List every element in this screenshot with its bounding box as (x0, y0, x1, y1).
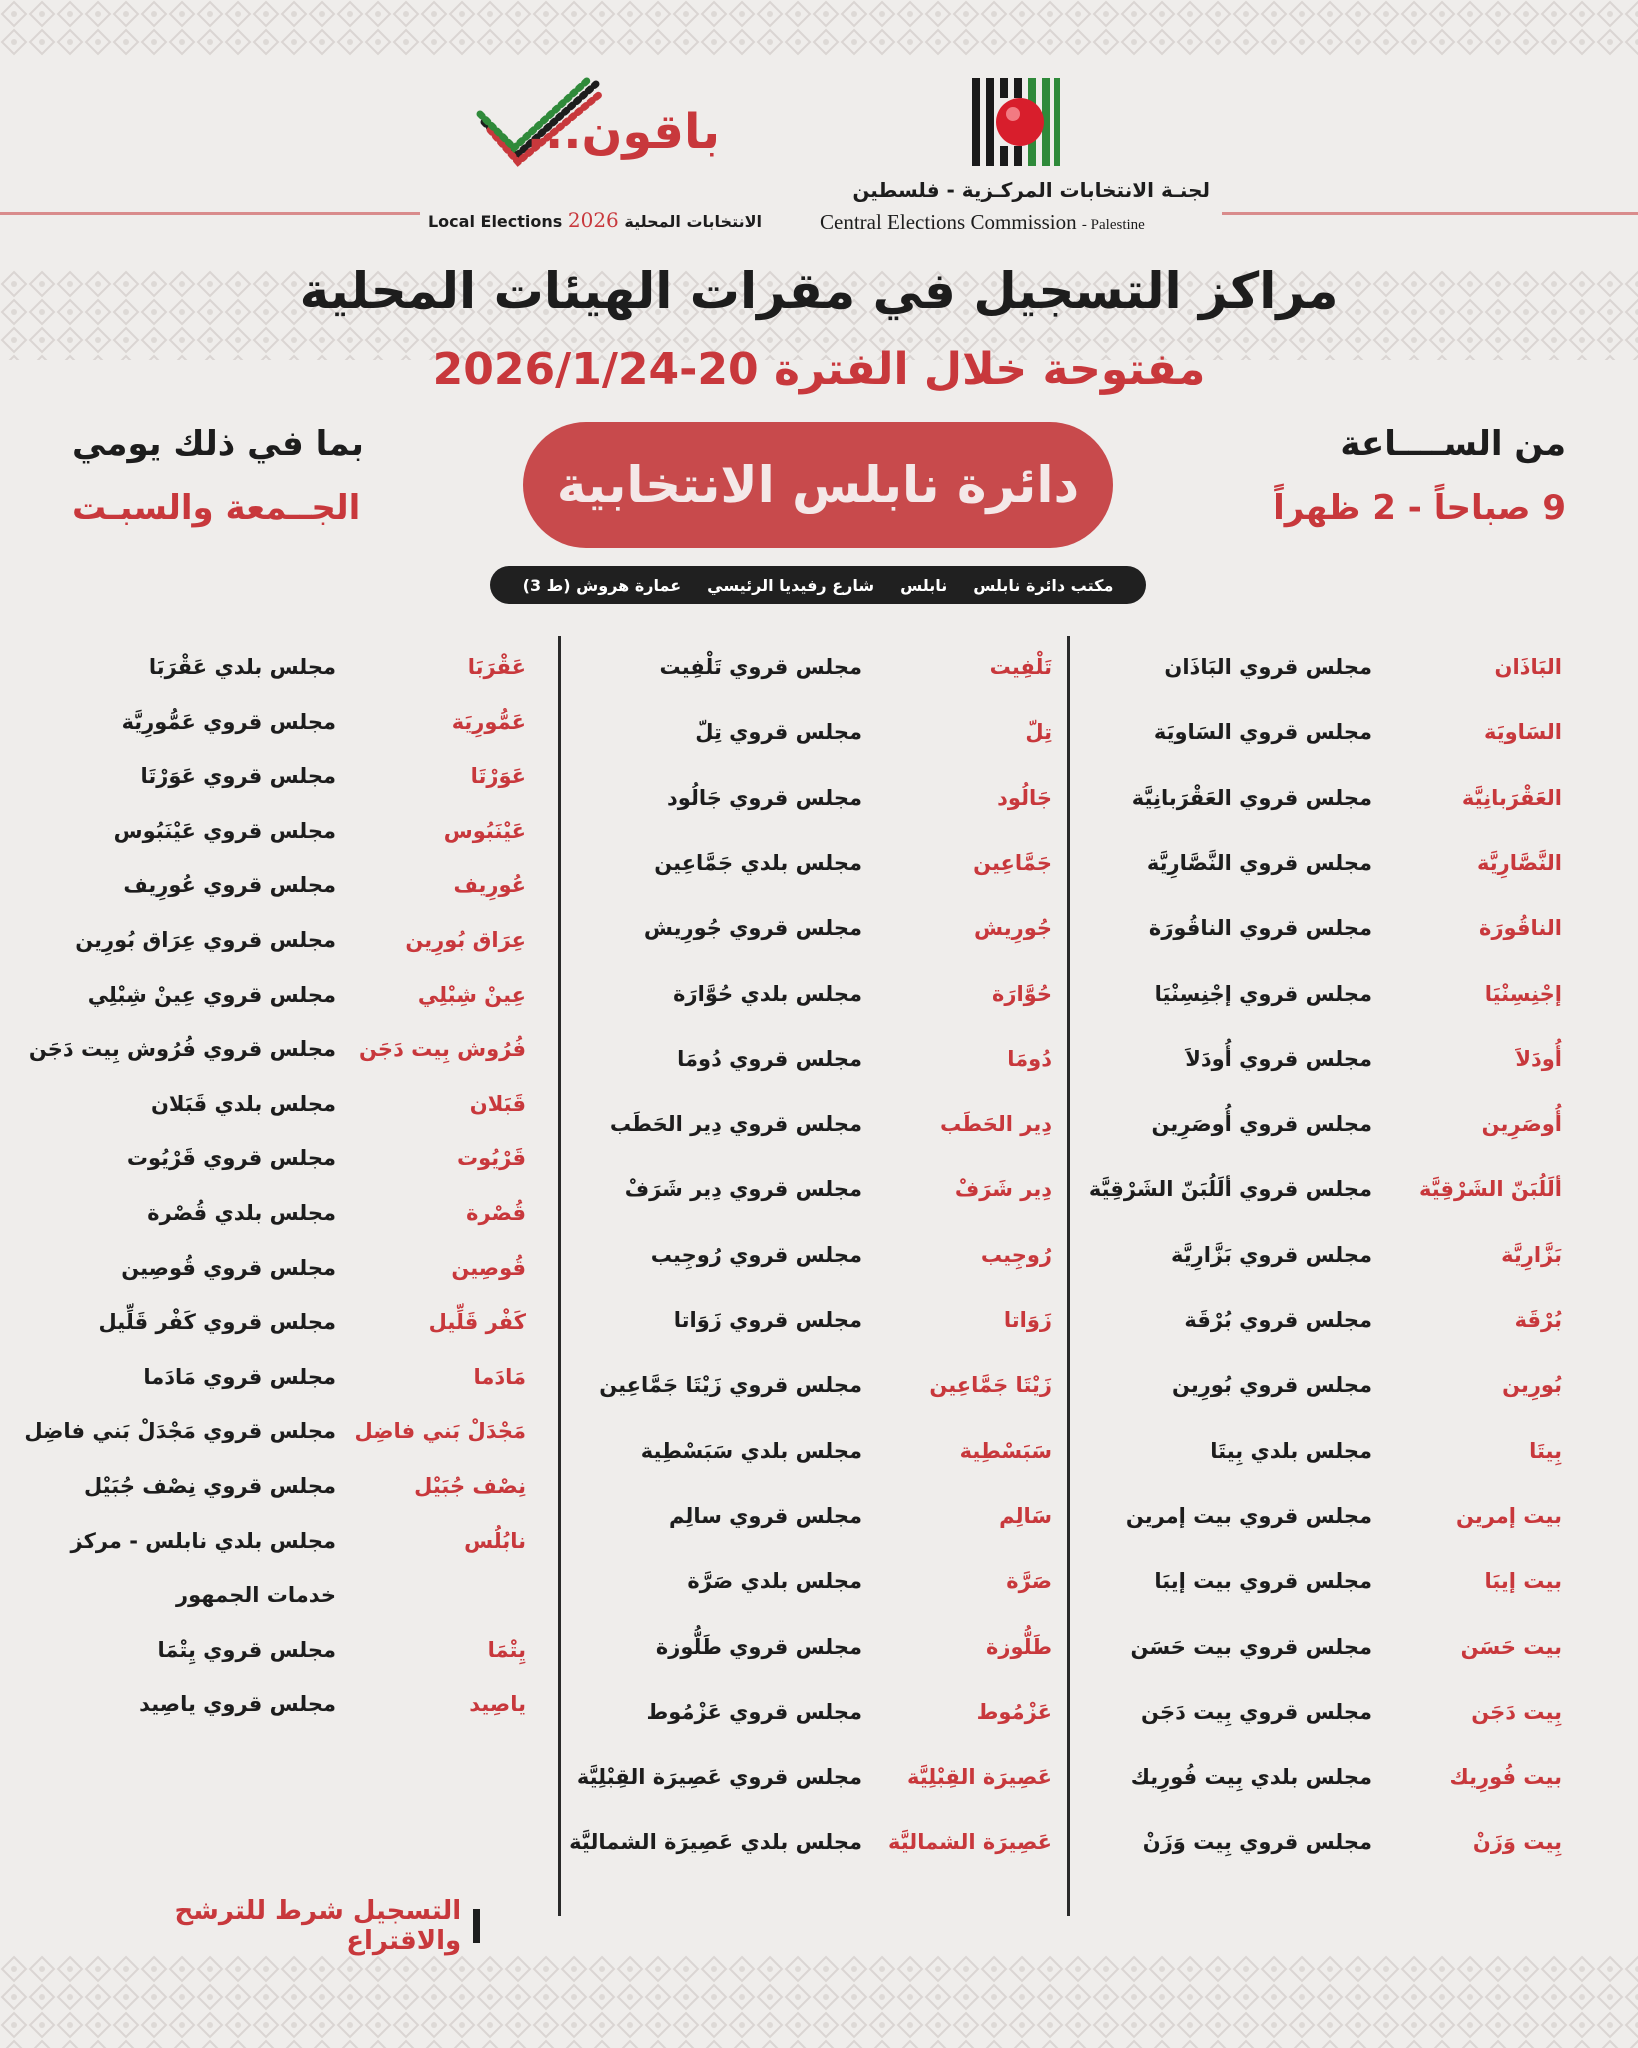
place-name: سَبَسْطِية (959, 1438, 1052, 1463)
council-name: مجلس قروي طَلُّوزة (655, 1634, 862, 1659)
place-name: ياصِيد (469, 1692, 526, 1717)
cec-name-english: Central Elections Commission - Palestine (820, 210, 1145, 234)
place-name: ألَلُبَنّ الشَرْقِيَّة (1418, 1177, 1562, 1202)
place-name: عِينْ شِبْلِي (417, 982, 526, 1007)
place-name: قُوصِين (451, 1255, 526, 1280)
council-name: مجلس قروي ألَلُبَنّ الشَرْقِيَّة (1088, 1177, 1372, 1202)
council-name: مجلس بلدي عَصِيرَة الشماليَّة (569, 1830, 862, 1855)
council-name: مجلس قروي بيت حَسَن (1130, 1634, 1372, 1659)
place-name: مَجْدَلْ بَني فاضِل (354, 1419, 526, 1444)
council-name: مجلس بلدي نابلس - مركز (70, 1528, 336, 1553)
cec-country: Palestine (1090, 217, 1145, 233)
council-name: مجلس بلدي جَمَّاعِين (654, 850, 862, 875)
place-name: بِيت وَزَنْ (1472, 1830, 1562, 1855)
place-name: جُورِيش (974, 916, 1052, 941)
place-name: أُودَلاَ (1515, 1046, 1562, 1071)
council-name: مجلس قروي بِيت وَزَنْ (1142, 1830, 1372, 1855)
council-name: مجلس بلدي صَرَّة (687, 1569, 862, 1594)
cec-logo-icon (968, 74, 1064, 170)
council-name: مجلس قروي فُرُوش بِيت دَجَن (28, 1037, 336, 1062)
hours-value: 9 صباحاً - 2 ظهراً (1273, 488, 1566, 528)
address-city: نابلس (900, 575, 948, 595)
local-elections-caption (420, 208, 770, 232)
place-name: بُورِين (1502, 1373, 1562, 1398)
council-name: مجلس قروي عَيْنَبُوس (113, 818, 336, 843)
place-name: كَفْر قَلِّيل (428, 1310, 526, 1335)
place-name: بيت حَسَن (1460, 1634, 1562, 1659)
place-name: دِير الحَطَب (940, 1112, 1052, 1137)
place-name: الناقُورَة (1479, 916, 1562, 941)
place-name: صَرَّة (1006, 1569, 1052, 1594)
days-label: بما في ذلك يومي (72, 424, 364, 464)
column-2 (569, 655, 1052, 1915)
council-name: مجلس بلدي بِيت فُورِيك (1130, 1765, 1372, 1790)
council-name: مجلس قروي قُوصِين (121, 1255, 336, 1280)
place-name: إجْنِسِنْيَا (1484, 981, 1562, 1006)
council-name: مجلس قروي عَوَرْتَا (140, 764, 336, 789)
council-name: مجلس قروي كَفْر قَلِّيل (98, 1310, 336, 1335)
council-name: مجلس بلدي سَبَسْطِية (640, 1438, 862, 1463)
council-name: خدمات الجمهور (176, 1583, 336, 1608)
place-name: بيت فُورِيك (1449, 1765, 1562, 1790)
place-name: قَرْيُوت (457, 1146, 526, 1171)
council-name: مجلس قروي السَاويَة (1153, 720, 1372, 745)
page-title: مراكز التسجيل في مقرات الهيئات المحلية (299, 262, 1339, 320)
council-name: مجلس قروي عَصِيرَة القِبْلِيَّة (576, 1765, 862, 1790)
place-name: قُصْرة (466, 1201, 526, 1225)
council-name: مجلس قروي بيت إيبَا (1154, 1569, 1372, 1594)
place-name: العَقْرَبانِيَّة (1461, 785, 1562, 810)
council-name: مجلس قروي بُرْقَة (1184, 1308, 1372, 1332)
place-name: تِلّ (1025, 720, 1052, 745)
place-name: عَيْنَبُوس (443, 818, 526, 843)
place-name: دُومَا (1007, 1046, 1052, 1071)
local-elections-ar: الانتخابات المحلية (624, 212, 763, 231)
council-name: مجلس قروي دِير شَرَفْ (624, 1177, 862, 1202)
council-name: مجلس قروي رُوجِيب (650, 1242, 862, 1267)
column-divider-2 (558, 636, 561, 1916)
council-name: مجلس قروي مَجْدَلْ بَني فاضِل (24, 1419, 336, 1444)
place-name: مَادَما (473, 1364, 526, 1389)
place-name: قَبَلان (469, 1091, 526, 1116)
place-name: رُوجِيب (980, 1242, 1052, 1267)
council-name: مجلس قروي عَمُّورِيَّة (121, 709, 336, 734)
place-name: تَلْفِيت (989, 655, 1052, 679)
council-name: مجلس قروي العَقْرَبانِيَّة (1131, 785, 1372, 810)
header (0, 60, 1638, 260)
place-name: بُرْقَة (1514, 1308, 1562, 1332)
district-badge: دائرة نابلس الانتخابية (523, 422, 1113, 548)
council-name: مجلس بلدي قُصْرة (147, 1201, 336, 1225)
council-name: مجلس قروي إجْنِسِنْيَا (1154, 981, 1372, 1006)
address-bar (490, 566, 1146, 604)
place-name: بَزَّارِيَّة (1501, 1242, 1562, 1267)
place-name: زَيْتَا جَمَّاعِين (929, 1373, 1052, 1398)
place-name: يِتْمَا (487, 1637, 526, 1662)
council-name: مجلس قروي عُورِيف (123, 873, 336, 898)
place-name: بيت إيبَا (1484, 1569, 1562, 1594)
council-name: مجلس قروي نِصْف جُبَيْل (83, 1474, 336, 1498)
address-building: عمارة هروش (ط 3) (522, 575, 682, 595)
place-name: عَوَرْتَا (470, 764, 526, 789)
place-name: زَوَاتا (1003, 1308, 1052, 1332)
council-name: مجلس قروي بُورِين (1171, 1373, 1372, 1398)
footer-bar (473, 1909, 480, 1943)
place-name: عَزْمُوط (976, 1699, 1052, 1724)
place-name: عُورِيف (453, 873, 526, 898)
address-street: شارع رفيديا الرئيسي (707, 575, 875, 595)
council-name: مجلس قروي جَالُود (667, 785, 862, 810)
address-office: مكتب دائرة نابلس (973, 575, 1114, 595)
council-name: مجلس قروي البَاذَان (1164, 655, 1372, 679)
council-name: مجلس قروي بِيت دَجَن (1141, 1699, 1372, 1724)
place-name: حُوَّارَة (992, 981, 1052, 1006)
place-name: نابُلُس (464, 1528, 526, 1553)
place-name: أُوصَرِين (1481, 1112, 1562, 1137)
council-name: مجلس قروي عِرَاق بُورِين (75, 928, 336, 952)
council-name: مجلس قروي دُومَا (677, 1046, 862, 1071)
council-name: مجلس قروي مَادَما (143, 1364, 336, 1389)
embroidery-pattern-top (0, 0, 1638, 56)
council-name: مجلس قروي عِينْ شِبْلِي (87, 982, 336, 1007)
council-name: مجلس قروي النَّصَّارِيَّة (1146, 850, 1372, 875)
election-year: 2026 (567, 208, 619, 232)
column-1 (1090, 655, 1562, 1915)
place-name: سَالِم (999, 1503, 1052, 1528)
council-name: مجلس قروي تَلْفِيت (659, 655, 862, 679)
place-name: عَصِيرَة القِبْلِيَّة (906, 1765, 1052, 1790)
council-name: مجلس بلدي حُوَّارَة (673, 981, 862, 1006)
place-name: عَمُّورِيَة (451, 709, 526, 734)
council-name: مجلس قروي زَيْتَا جَمَّاعِين (599, 1373, 862, 1398)
place-name: عَقْرَبَا (467, 655, 526, 679)
column-divider-1 (1067, 636, 1070, 1916)
place-name: السَاويَة (1483, 720, 1562, 745)
council-name: مجلس قروي بيت إمرين (1125, 1503, 1372, 1528)
slogan: باقون... (526, 104, 720, 160)
footer-text: التسجيل شرط للترشح والاقتراع (174, 1896, 462, 1956)
place-name: دِير شَرَفْ (954, 1177, 1052, 1202)
page-subtitle: مفتوحة خلال الفترة 20-2026/1/24 (432, 344, 1206, 395)
column-3 (24, 655, 526, 1915)
council-name: مجلس قروي الناقُورَة (1148, 916, 1372, 941)
council-name: مجلس قروي زَوَاتا (673, 1308, 862, 1332)
embroidery-pattern-bottom (0, 1955, 1638, 2048)
council-name: مجلس قروي دِير الحَطَب (609, 1112, 862, 1137)
place-name: جَمَّاعِين (973, 850, 1052, 875)
place-name: فُرُوش بِيت دَجَن (359, 1037, 526, 1062)
council-name: مجلس قروي أُودَلاَ (1185, 1046, 1372, 1071)
cec-name-arabic: لجنـة الانتخابات المركـزية - فلسطين (852, 178, 1210, 202)
place-name: بِيت دَجَن (1471, 1699, 1562, 1724)
place-name: النَّصَّارِيَّة (1477, 850, 1562, 875)
place-name: بيت إمرين (1455, 1503, 1562, 1528)
council-name: مجلس قروي جُورِيش (643, 916, 862, 941)
place-name: نِصْف جُبَيْل (414, 1474, 526, 1498)
council-name: مجلس قروي سالِم (668, 1503, 862, 1528)
council-name: مجلس قروي ياصِيد (139, 1692, 336, 1717)
days-value: الجــمعة والسبـت (72, 488, 361, 528)
council-name: مجلس قروي تِلّ (695, 720, 862, 745)
cec-name-en: Central Elections Commission (820, 210, 1077, 234)
place-name: بِيتَا (1529, 1438, 1562, 1463)
council-name: مجلس بلدي عَقْرَبَا (148, 655, 336, 679)
place-name: جَالُود (997, 785, 1052, 810)
council-name: مجلس قروي يِتْمَا (157, 1637, 336, 1662)
place-name: عَصِيرَة الشماليَّة (888, 1830, 1052, 1855)
council-name: مجلس بلدي قَبَلان (150, 1091, 336, 1116)
council-name: مجلس قروي قَرْيُوت (126, 1146, 336, 1171)
hours-label: من الســــاعة (1340, 424, 1566, 464)
council-name: مجلس قروي عَزْمُوط (646, 1699, 862, 1724)
footer-note (60, 1896, 480, 1956)
council-name: مجلس بلدي بِيتَا (1210, 1438, 1372, 1463)
place-name: البَاذَان (1494, 655, 1562, 679)
local-elections-en: Local Elections (427, 212, 563, 231)
place-name: طَلُّوزة (985, 1634, 1052, 1659)
place-name: عِرَاق بُورِين (405, 928, 526, 952)
council-name: مجلس قروي بَزَّارِيَّة (1171, 1242, 1372, 1267)
council-name: مجلس قروي أُوصَرِين (1151, 1112, 1372, 1137)
